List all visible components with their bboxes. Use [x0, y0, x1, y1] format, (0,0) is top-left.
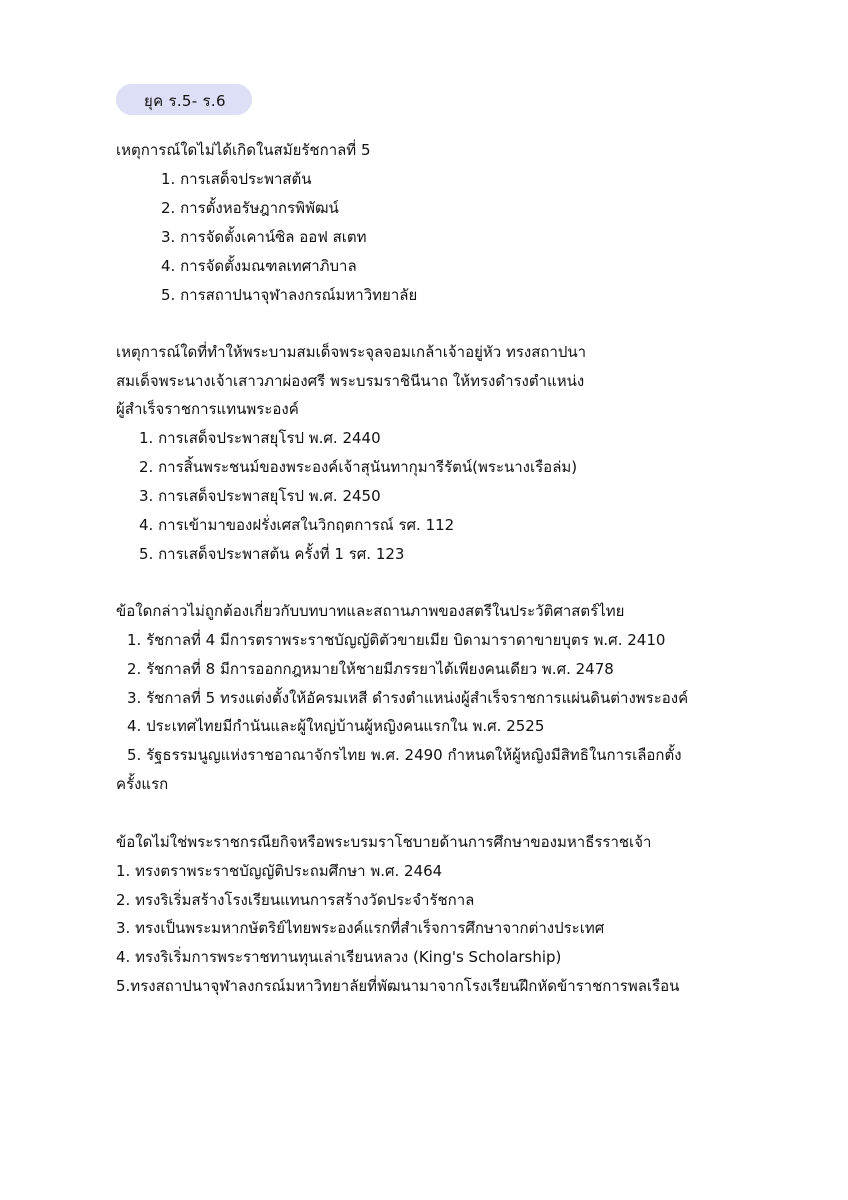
question-2-text-line-3: ผู้สำเร็จราชการแทนพระองค์	[116, 400, 299, 418]
question-1-choice-5: 5. การสถาปนาจุฬาลงกรณ์มหาวิทยาลัย	[161, 286, 418, 304]
question-3-choice-4: 4. ประเทศไทยมีกำนันและผู้ใหญ่บ้านผู้หญิงคนแรกใน พ.ศ. 2525	[127, 717, 545, 735]
question-4-choice-4: 4. ทรงริเริ่มการพระราชทานทุนเล่าเรียนหลวง (King's Scholarship)	[116, 948, 562, 966]
question-1-choice-4: 4. การจัดตั้งมณฑลเทศาภิบาล	[161, 257, 357, 275]
era-tag	[116, 84, 252, 115]
question-2-text-line-2: สมเด็จพระนางเจ้าเสาวภาผ่องศรี พระบรมราชินีนาถ ให้ทรงดำรงตำแหน่ง	[116, 372, 585, 390]
question-1-choice-1: 1. การเสด็จประพาสต้น	[161, 170, 312, 188]
question-2-choice-4: 4. การเข้ามาของฝรั่งเศสในวิกฤตการณ์ รศ. 112	[139, 516, 455, 534]
question-2-choice-3: 3. การเสด็จประพาสยุโรป พ.ศ. 2450	[139, 487, 381, 505]
question-3-choice-5-continuation: ครั้งแรก	[116, 775, 169, 793]
question-4-choice-5: 5.ทรงสถาปนาจุฬาลงกรณ์มหาวิทยาลัยที่พัฒนามาจากโรงเรียนฝึกหัดข้าราชการพลเรือน	[116, 977, 680, 995]
question-4-text: ข้อใดไม่ใช่พระราชกรณียกิจหรือพระบรมราโชบายด้านการศึกษาของมหาธีรราชเจ้า	[116, 833, 652, 851]
question-1-choice-2: 2. การตั้งหอรัษฎากรพิพัฒน์	[161, 199, 339, 217]
question-2-choice-1: 1. การเสด็จประพาสยุโรป พ.ศ. 2440	[139, 429, 381, 447]
question-3-choice-3: 3. รัชกาลที่ 5 ทรงแต่งตั้งให้อัครมเหสี ดำรงตำแหน่งผู้สำเร็จราชการแผ่นดินต่างพระองค์	[127, 689, 689, 707]
question-4-choice-2: 2. ทรงริเริ่มสร้างโรงเรียนแทนการสร้างวัดประจำรัชกาล	[116, 891, 475, 909]
question-2-choice-5: 5. การเสด็จประพาสต้น ครั้งที่ 1 รศ. 123	[139, 545, 405, 563]
question-3-choice-5: 5. รัฐธรรมนูญแห่งราชอาณาจักรไทย พ.ศ. 2490 กำหนดให้ผู้หญิงมีสิทธิในการเลือกตั้ง	[127, 746, 682, 764]
question-4-choice-3: 3. ทรงเป็นพระมหากษัตริย์ไทยพระองค์แรกที่สำเร็จการศึกษาจากต่างประเทศ	[116, 919, 605, 937]
era-tag-label: ยุค ร.5- ร.6	[144, 92, 226, 110]
question-4-choice-1: 1. ทรงตราพระราชบัญญัติประถมศึกษา พ.ศ. 2464	[116, 862, 443, 880]
question-1-choice-3: 3. การจัดตั้งเคาน์ซิล ออฟ สเตท	[161, 228, 367, 246]
question-2-text-line-1: เหตุการณ์ใดที่ทำให้พระบามสมเด็จพระจุลจอมเกล้าเจ้าอยู่หัว ทรงสถาปนา	[116, 343, 587, 361]
question-3-choice-1: 1. รัชกาลที่ 4 มีการตราพระราชบัญญัติตัวขายเมีย บิดามาราดาขายบุตร พ.ศ. 2410	[127, 631, 666, 649]
question-3-text: ข้อใดกล่าวไม่ถูกต้องเกี่ยวกับบทบาทและสถานภาพของสตรีในประวัติศาสตร์ไทย	[116, 602, 625, 620]
question-1-text: เหตุการณ์ใดไม่ได้เกิดในสมัยรัชกาลที่ 5	[116, 141, 371, 159]
question-2-choice-2: 2. การสิ้นพระชนม์ของพระองค์เจ้าสุนันทากุมารีรัตน์(พระนางเรือล่ม)	[139, 458, 578, 476]
question-3-choice-2: 2. รัชกาลที่ 8 มีการออกกฎหมายให้ชายมีภรรยาได้เพียงคนเดียว พ.ศ. 2478	[127, 660, 614, 678]
